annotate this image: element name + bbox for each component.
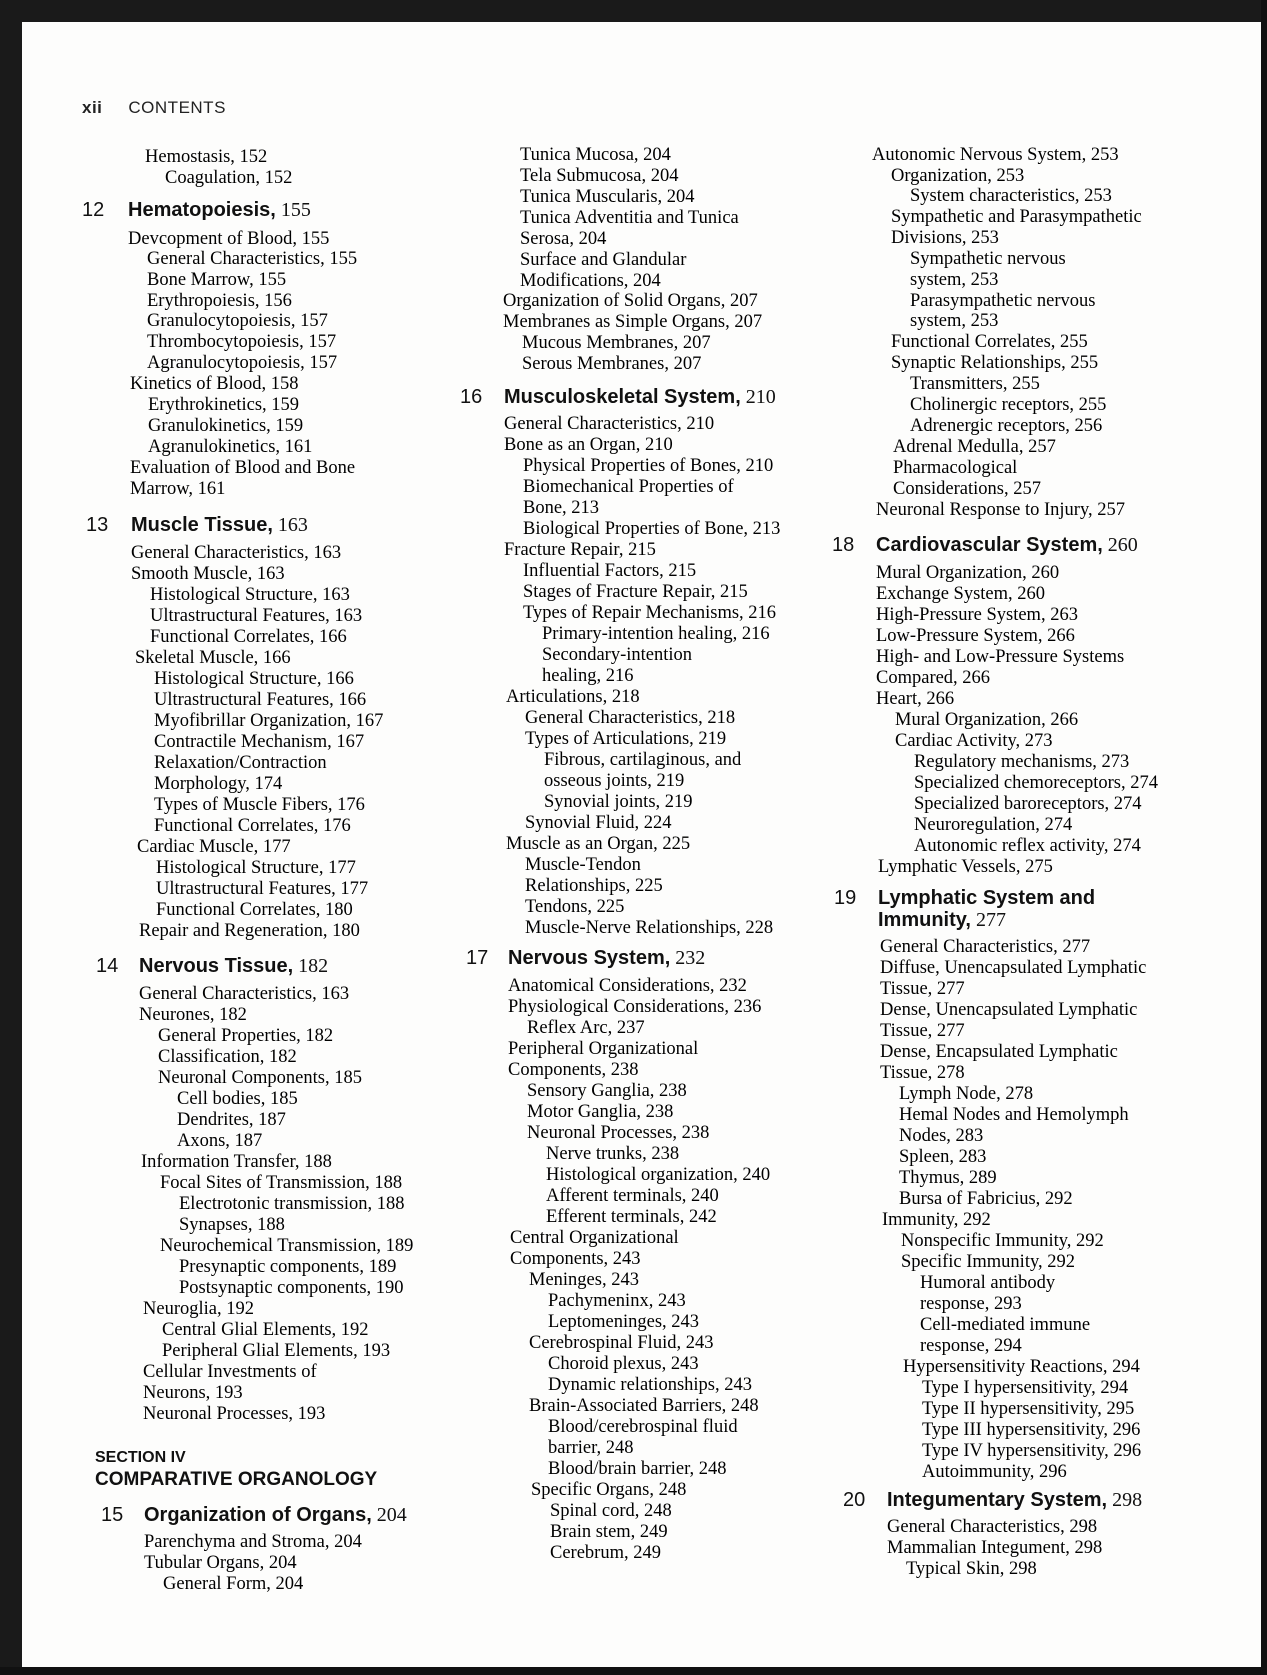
toc-entry: Surface and Glandular <box>520 250 687 270</box>
toc-entry: Muscle-Nerve Relationships, 228 <box>525 918 774 938</box>
toc-entry: Hypersensitivity Reactions, 294 <box>903 1357 1140 1377</box>
toc-entry: Skeletal Muscle, 166 <box>135 648 291 668</box>
chapter-title: Nervous System, <box>508 947 671 969</box>
toc-entry: Serous Membranes, 207 <box>522 354 702 374</box>
toc-entry: Cardiac Muscle, 177 <box>137 837 291 857</box>
toc-entry: Adrenal Medulla, 257 <box>893 437 1056 457</box>
toc-entry: Autoimmunity, 296 <box>922 1462 1067 1482</box>
toc-entry: Functional Correlates, 176 <box>154 816 351 836</box>
toc-entry: Information Transfer, 188 <box>141 1152 332 1172</box>
toc-entry: High- and Low-Pressure Systems <box>876 647 1125 667</box>
toc-entry: Tissue, 278 <box>880 1063 965 1083</box>
chapter-title: Musculoskeletal System, <box>504 386 741 408</box>
toc-entry: Components, 243 <box>510 1249 641 1269</box>
toc-entry: Focal Sites of Transmission, 188 <box>160 1173 403 1193</box>
chapter-number: 18 <box>832 534 855 556</box>
toc-entry: Neuronal Processes, 193 <box>143 1404 326 1424</box>
toc-entry: Central Glial Elements, 192 <box>162 1320 369 1340</box>
toc-entry: Parenchyma and Stroma, 204 <box>144 1532 362 1552</box>
chapter-page: 260 <box>1102 534 1138 556</box>
toc-entry: General Characteristics, 298 <box>887 1517 1098 1537</box>
chapter-number: 14 <box>96 955 119 977</box>
chapter-number: 20 <box>843 1489 866 1511</box>
toc-entry: Neurons, 193 <box>143 1383 243 1403</box>
toc-entry: Synaptic Relationships, 255 <box>891 353 1099 373</box>
toc-entry: Mammalian Integument, 298 <box>887 1538 1103 1558</box>
toc-entry: Transmitters, 255 <box>910 374 1040 394</box>
toc-entry: Bursa of Fabricius, 292 <box>899 1189 1073 1209</box>
chapter-page: 204 <box>371 1504 407 1526</box>
toc-entry: Classification, 182 <box>158 1047 297 1067</box>
toc-entry: Neuroregulation, 274 <box>914 815 1073 835</box>
toc-entry: Types of Articulations, 219 <box>525 729 727 749</box>
toc-entry: Specialized baroreceptors, 274 <box>914 794 1142 814</box>
toc-entry: Divisions, 253 <box>891 228 999 248</box>
chapter-page: 155 <box>275 199 311 221</box>
toc-entry: Organization of Solid Organs, 207 <box>503 291 758 311</box>
toc-entry: Mucous Membranes, 207 <box>522 333 711 353</box>
toc-entry: response, 293 <box>920 1294 1022 1314</box>
toc-entry: Smooth Muscle, 163 <box>131 564 285 584</box>
toc-entry: General Characteristics, 218 <box>525 708 736 728</box>
toc-entry: Sympathetic nervous <box>910 249 1066 269</box>
toc-entry: Immunity, 292 <box>882 1210 991 1230</box>
toc-entry: Ultrastructural Features, 177 <box>156 879 369 899</box>
toc-entry: Influential Factors, 215 <box>523 561 697 581</box>
toc-entry: Granulocytopoiesis, 157 <box>147 311 328 331</box>
toc-entry: Ultrastructural Features, 166 <box>154 690 367 710</box>
toc-entry: Synovial joints, 219 <box>544 792 693 812</box>
chapter-title: Integumentary System, <box>887 1489 1108 1511</box>
toc-entry: Afferent terminals, 240 <box>546 1186 719 1206</box>
toc-entry: Tendons, 225 <box>525 897 625 917</box>
toc-entry: Cerebrum, 249 <box>550 1543 661 1563</box>
toc-entry: Tubular Organs, 204 <box>144 1553 297 1573</box>
toc-entry: Relaxation/Contraction <box>154 753 327 773</box>
toc-entry: Nonspecific Immunity, 292 <box>901 1231 1104 1251</box>
toc-entry: Tunica Adventitia and Tunica <box>520 208 739 228</box>
section-heading: COMPARATIVE ORGANOLOGY <box>95 1469 378 1490</box>
chapter-title: Hematopoiesis, <box>128 199 276 221</box>
toc-entry: Components, 238 <box>508 1060 639 1080</box>
toc-entry: Neuroglia, 192 <box>143 1299 254 1319</box>
toc-entry: Thrombocytopoiesis, 157 <box>147 332 337 352</box>
toc-entry: General Characteristics, 163 <box>139 984 350 1004</box>
toc-entry: Erythrokinetics, 159 <box>148 395 300 415</box>
toc-entry: Serosa, 204 <box>520 229 607 249</box>
chapter-number: 13 <box>86 514 109 536</box>
toc-entry: Types of Repair Mechanisms, 216 <box>523 603 777 623</box>
chapter-number: 12 <box>82 199 105 221</box>
toc-entry: Dense, Encapsulated Lymphatic <box>880 1042 1118 1062</box>
toc-entry: response, 294 <box>920 1336 1022 1356</box>
toc-entry: Histological organization, 240 <box>546 1165 771 1185</box>
chapter-heading <box>82 199 311 221</box>
section-heading: SECTION IV <box>95 1449 186 1466</box>
toc-entry: Heart, 266 <box>876 689 955 709</box>
header-title: CONTENTS <box>128 98 226 117</box>
toc-entry: Neuronal Response to Injury, 257 <box>876 500 1126 520</box>
toc-entry: Evaluation of Blood and Bone <box>130 458 356 478</box>
toc-entry: Tela Submucosa, 204 <box>520 166 679 186</box>
toc-entry: Membranes as Simple Organs, 207 <box>503 312 763 332</box>
toc-entry: Electrotonic transmission, 188 <box>179 1194 405 1214</box>
toc-entry: osseous joints, 219 <box>544 771 685 791</box>
toc-entry: Spinal cord, 248 <box>550 1501 672 1521</box>
toc-entry: Agranulokinetics, 161 <box>148 437 313 457</box>
toc-entry: Reflex Arc, 237 <box>527 1018 645 1038</box>
running-header <box>82 98 226 118</box>
toc-entry: Sensory Ganglia, 238 <box>527 1081 687 1101</box>
toc-entry: Specific Organs, 248 <box>531 1480 687 1500</box>
toc-entry: General Properties, 182 <box>158 1026 334 1046</box>
chapter-title: Muscle Tissue, <box>131 514 273 536</box>
toc-entry: Autonomic reflex activity, 274 <box>914 836 1141 856</box>
toc-entry: Bone as an Organ, 210 <box>504 435 673 455</box>
chapter-page: 298 <box>1107 1489 1143 1511</box>
chapter-heading <box>843 1489 1142 1511</box>
toc-entry: Secondary-intention <box>542 645 693 665</box>
toc-entry: Hemal Nodes and Hemolymph <box>899 1105 1129 1125</box>
toc-entry: Agranulocytopoiesis, 157 <box>147 353 338 373</box>
chapter-heading <box>460 386 776 408</box>
toc-entry: General Characteristics, 155 <box>147 249 358 269</box>
toc-entry: Devcopment of Blood, 155 <box>128 229 330 249</box>
chapter-title: Immunity, <box>878 909 971 931</box>
toc-entry: Modifications, 204 <box>520 271 661 291</box>
toc-entry: Peripheral Glial Elements, 193 <box>162 1341 391 1361</box>
toc-entry: General Form, 204 <box>163 1574 304 1594</box>
toc-entry: Nodes, 283 <box>899 1126 984 1146</box>
toc-entry: Dense, Unencapsulated Lymphatic <box>880 1000 1138 1020</box>
toc-entry: Tunica Mucosa, 204 <box>520 145 671 165</box>
toc-entry: Muscle as an Organ, 225 <box>506 834 691 854</box>
toc-entry: Fibrous, cartilaginous, and <box>544 750 742 770</box>
toc-entry: barrier, 248 <box>548 1438 634 1458</box>
toc-entry: Dynamic relationships, 243 <box>548 1375 752 1395</box>
toc-entry: Synovial Fluid, 224 <box>525 813 672 833</box>
toc-entry: Stages of Fracture Repair, 215 <box>523 582 748 602</box>
toc-entry: Hemostasis, 152 <box>145 147 268 167</box>
chapter-page: 210 <box>740 386 776 408</box>
toc-entry: Coagulation, 152 <box>165 168 293 188</box>
toc-entry: Neuronal Components, 185 <box>158 1068 362 1088</box>
toc-entry: Morphology, 174 <box>154 774 283 794</box>
toc-entry: General Characteristics, 277 <box>880 937 1091 957</box>
chapter-heading <box>466 947 705 969</box>
toc-entry: Sympathetic and Parasympathetic <box>891 207 1142 227</box>
toc-entry: Postsynaptic components, 190 <box>179 1278 404 1298</box>
toc-entry: Cardiac Activity, 273 <box>895 731 1053 751</box>
toc-entry: Bone Marrow, 155 <box>147 270 287 290</box>
chapter-heading <box>834 909 1006 931</box>
toc-entry: Type III hypersensitivity, 296 <box>922 1420 1141 1440</box>
chapter-heading <box>96 955 328 977</box>
toc-entry: Erythropoiesis, 156 <box>147 291 292 311</box>
toc-entry: Relationships, 225 <box>525 876 663 896</box>
toc-entry: Efferent terminals, 242 <box>546 1207 717 1227</box>
toc-entry: Regulatory mechanisms, 273 <box>914 752 1130 772</box>
toc-entry: Axons, 187 <box>177 1131 263 1151</box>
toc-entry: Typical Skin, 298 <box>906 1559 1037 1579</box>
toc-entry: Histological Structure, 177 <box>156 858 356 878</box>
toc-entry: Type I hypersensitivity, 294 <box>922 1378 1129 1398</box>
toc-entry: Autonomic Nervous System, 253 <box>872 145 1119 165</box>
toc-entry: Lymphatic Vessels, 275 <box>878 857 1053 877</box>
toc-entry: Biological Properties of Bone, 213 <box>523 519 781 539</box>
toc-entry: Tunica Muscularis, 204 <box>520 187 695 207</box>
toc-entry: Cell bodies, 185 <box>177 1089 298 1109</box>
toc-entry: Tissue, 277 <box>880 1021 965 1041</box>
toc-entry: Functional Correlates, 180 <box>156 900 353 920</box>
toc-entry: Fracture Repair, 215 <box>504 540 656 560</box>
toc-entry: Neuronal Processes, 238 <box>527 1123 710 1143</box>
chapter-title: Cardiovascular System, <box>876 534 1103 556</box>
toc-entry: Tissue, 277 <box>880 979 965 999</box>
chapter-page: 163 <box>272 514 308 536</box>
toc-entry: system, 253 <box>910 270 999 290</box>
toc-entry: Functional Correlates, 255 <box>891 332 1088 352</box>
toc-entry: Peripheral Organizational <box>508 1039 699 1059</box>
toc-entry: Considerations, 257 <box>893 479 1041 499</box>
page-edge-bottom <box>0 1667 1267 1675</box>
toc-entry: Muscle-Tendon <box>525 855 641 875</box>
page-number: xii <box>82 98 103 117</box>
toc-entry: Synapses, 188 <box>179 1215 285 1235</box>
toc-entry: Meninges, 243 <box>529 1270 639 1290</box>
toc-entry: Contractile Mechanism, 167 <box>154 732 365 752</box>
toc-entry: High-Pressure System, 263 <box>876 605 1078 625</box>
toc-entry: Marrow, 161 <box>130 479 226 499</box>
chapter-title: Organization of Organs, <box>144 1504 372 1526</box>
toc-entry: Leptomeninges, 243 <box>548 1312 700 1332</box>
toc-entry: Types of Muscle Fibers, 176 <box>154 795 365 815</box>
toc-entry: General Characteristics, 210 <box>504 414 715 434</box>
toc-entry: Articulations, 218 <box>506 687 640 707</box>
toc-entry: Dendrites, 187 <box>177 1110 286 1130</box>
chapter-title: Lymphatic System and <box>878 887 1096 909</box>
toc-entry: Specific Immunity, 292 <box>901 1252 1076 1272</box>
toc-entry: Thymus, 289 <box>899 1168 997 1188</box>
toc-entry: Pachymeninx, 243 <box>548 1291 686 1311</box>
chapter-title: Nervous Tissue, <box>139 955 294 977</box>
toc-entry: Presynaptic components, 189 <box>179 1257 397 1277</box>
toc-entry: Cerebrospinal Fluid, 243 <box>529 1333 714 1353</box>
toc-entry: Specialized chemoreceptors, 274 <box>914 773 1158 793</box>
chapter-heading <box>834 887 1095 909</box>
toc-entry: Type II hypersensitivity, 295 <box>922 1399 1135 1419</box>
toc-entry: Granulokinetics, 159 <box>148 416 304 436</box>
toc-entry: Spleen, 283 <box>899 1147 987 1167</box>
toc-entry: healing, 216 <box>542 666 634 686</box>
toc-entry: Blood/cerebrospinal fluid <box>548 1417 738 1437</box>
toc-entry: Histological Structure, 166 <box>154 669 354 689</box>
toc-entry: Central Organizational <box>510 1228 679 1248</box>
toc-entry: Anatomical Considerations, 232 <box>508 976 747 996</box>
chapter-heading <box>86 514 308 536</box>
toc-entry: Kinetics of Blood, 158 <box>130 374 299 394</box>
toc-entry: Lymph Node, 278 <box>899 1084 1034 1104</box>
toc-entry: Repair and Regeneration, 180 <box>139 921 360 941</box>
chapter-page: 277 <box>970 909 1006 931</box>
toc-entry: system, 253 <box>910 311 999 331</box>
toc-entry: Diffuse, Unencapsulated Lymphatic <box>880 958 1147 978</box>
toc-entry: Parasympathetic nervous <box>910 291 1096 311</box>
toc-entry: Physiological Considerations, 236 <box>508 997 762 1017</box>
chapter-number: 16 <box>460 386 483 408</box>
toc-entry: Nerve trunks, 238 <box>546 1144 680 1164</box>
toc-entry: Ultrastructural Features, 163 <box>150 606 363 626</box>
toc-entry: Humoral antibody <box>920 1273 1056 1293</box>
toc-entry: Primary-intention healing, 216 <box>542 624 770 644</box>
chapter-heading <box>101 1504 407 1526</box>
toc-entry: Histological Structure, 163 <box>150 585 350 605</box>
toc-entry: Cholinergic receptors, 255 <box>910 395 1107 415</box>
toc-entry: Mural Organization, 260 <box>876 563 1060 583</box>
toc-entry: Motor Ganglia, 238 <box>527 1102 674 1122</box>
chapter-page: 182 <box>293 955 329 977</box>
toc-entry: Brain-Associated Barriers, 248 <box>529 1396 759 1416</box>
chapter-heading <box>832 534 1138 556</box>
toc-entry: Mural Organization, 266 <box>895 710 1079 730</box>
toc-entry: Cell-mediated immune <box>920 1315 1091 1335</box>
toc-entry: Choroid plexus, 243 <box>548 1354 699 1374</box>
toc-entry: System characteristics, 253 <box>910 186 1112 206</box>
toc-entry: Cellular Investments of <box>143 1362 317 1382</box>
chapter-page: 232 <box>670 947 706 969</box>
toc-entry: Biomechanical Properties of <box>523 477 734 497</box>
toc-entry: Neurones, 182 <box>139 1005 247 1025</box>
toc-entry: Functional Correlates, 166 <box>150 627 347 647</box>
toc-entry: Bone, 213 <box>523 498 600 518</box>
chapter-number: 17 <box>466 947 489 969</box>
toc-entry: Adrenergic receptors, 256 <box>910 416 1103 436</box>
toc-entry: General Characteristics, 163 <box>131 543 342 563</box>
toc-entry: Type IV hypersensitivity, 296 <box>922 1441 1142 1461</box>
toc-entry: Pharmacological <box>893 458 1018 478</box>
toc-entry: Organization, 253 <box>891 166 1025 186</box>
toc-entry: Brain stem, 249 <box>550 1522 668 1542</box>
toc-entry: Physical Properties of Bones, 210 <box>523 456 774 476</box>
toc-entry: Myofibrillar Organization, 167 <box>154 711 384 731</box>
chapter-number: 15 <box>101 1504 124 1526</box>
toc-entry: Low-Pressure System, 266 <box>876 626 1075 646</box>
toc-entry: Compared, 266 <box>876 668 991 688</box>
page-edge-right <box>1261 0 1267 1675</box>
toc-entry: Exchange System, 260 <box>876 584 1046 604</box>
chapter-number: 19 <box>834 887 857 909</box>
toc-entry: Neurochemical Transmission, 189 <box>160 1236 414 1256</box>
toc-entry: Blood/brain barrier, 248 <box>548 1459 727 1479</box>
